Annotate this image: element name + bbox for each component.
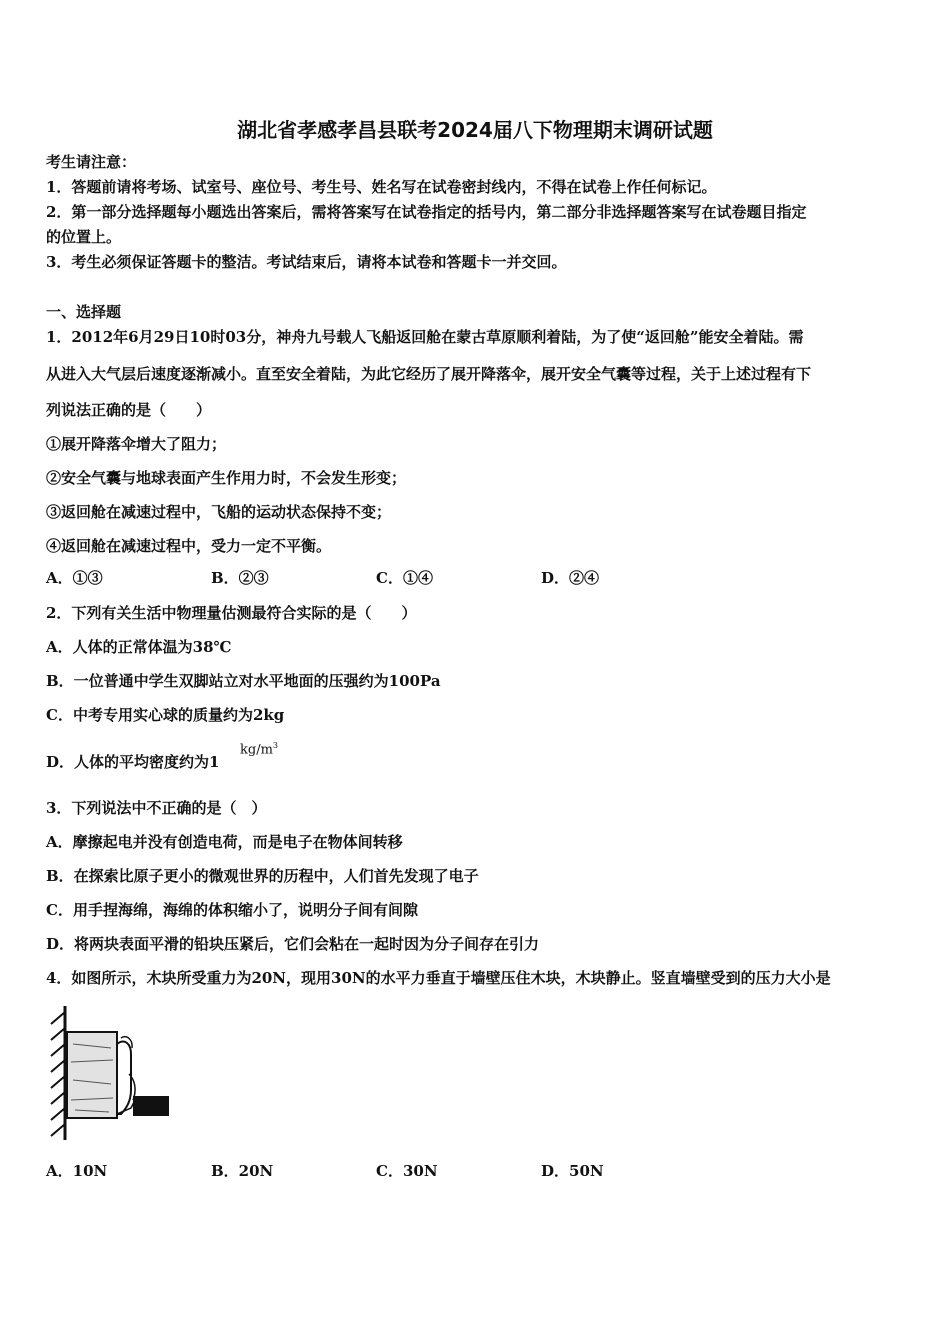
q2-option-d: D．人体的平均密度约为1: [46, 753, 220, 771]
q1-statement-3: ③返回舱在减速过程中，飞船的运动状态保持不变；: [46, 503, 392, 521]
q1-option-c: C．①④: [376, 569, 433, 587]
q4-option-a: A．10N: [46, 1162, 108, 1180]
q4-option-b: B．20N: [211, 1162, 274, 1180]
wall-block-hand-figure: [45, 1004, 180, 1144]
q1-option-b: B．②③: [211, 569, 269, 587]
q3-option-b: B．在探索比原子更小的微观世界的历程中，人们首先发现了电子: [46, 867, 479, 885]
q4-stem: 4．如图所示，木块所受重力为20N，现用30N的水平力垂直于墙壁压住木块，木块静止。竖直墙壁受到的压力大小是: [46, 969, 831, 987]
q2-stem: 2．下列有关生活中物理量估测最符合实际的是（ ）: [46, 604, 417, 622]
q2-option-a: A．人体的正常体温为38℃: [46, 638, 232, 656]
notice-item-2: 2．第一部分选择题每小题选出答案后，需将答案写在试卷指定的括号内，第二部分非选择题答案写在试卷题目指定: [46, 203, 807, 221]
notice-item-1: 1．答题前请将考场、试室号、座位号、考生号、姓名写在试卷密封线内，不得在试卷上作任何标记。: [46, 178, 717, 196]
q1-stem-line-1: 1．2012年6月29日10时03分，神舟九号载人飞船返回舱在蒙古草原顺利着陆，为了使“返回舱”能安全着陆。需: [46, 328, 804, 346]
q2-option-c: C．中考专用实心球的质量约为2kg: [46, 706, 285, 724]
density-unit-base: kg/m: [240, 742, 273, 758]
q1-statement-4: ④返回舱在减速过程中，受力一定不平衡。: [46, 537, 332, 555]
q1-statement-1: ①展开降落伞增大了阻力；: [46, 435, 227, 453]
q3-option-d: D．将两块表面平滑的铅块压紧后，它们会粘在一起时因为分子间存在引力: [46, 935, 540, 953]
q1-option-a: A．①③: [46, 569, 103, 587]
notice-item-3: 3．考生必须保证答题卡的整洁。考试结束后，请将本试卷和答题卡一并交回。: [46, 253, 567, 271]
q4-option-d: D．50N: [541, 1162, 604, 1180]
density-unit-exponent: 3: [272, 741, 278, 750]
q2-option-b: B．一位普通中学生双脚站立对水平地面的压强约为100Pa: [46, 672, 441, 690]
q3-stem: 3．下列说法中不正确的是（ ）: [46, 799, 267, 817]
q4-option-c: C．30N: [376, 1162, 438, 1180]
notice-item-2-cont: 的位置上。: [46, 228, 122, 246]
q1-stem-line-2: 从进入大气层后速度逐渐减小。直至安全着陆，为此它经历了展开降落伞，展开安全气囊等过程，关于上述过程有下: [46, 365, 812, 383]
q1-statement-2: ②安全气囊与地球表面产生作用力时，不会发生形变；: [46, 469, 407, 487]
density-unit: [240, 741, 278, 757]
q3-option-c: C．用手捏海绵，海绵的体积缩小了，说明分子间有间隙: [46, 901, 418, 919]
q1-stem-line-3: 列说法正确的是（ ）: [46, 401, 212, 419]
notice-heading: 考生请注意：: [46, 153, 137, 171]
q1-option-d: D．②④: [541, 569, 600, 587]
section-heading: 一、选择题: [46, 303, 122, 321]
q3-option-a: A．摩擦起电并没有创造电荷，而是电子在物体间转移: [46, 833, 403, 851]
page-title: 湖北省孝感孝昌县联考2024届八下物理期末调研试题: [237, 118, 713, 142]
